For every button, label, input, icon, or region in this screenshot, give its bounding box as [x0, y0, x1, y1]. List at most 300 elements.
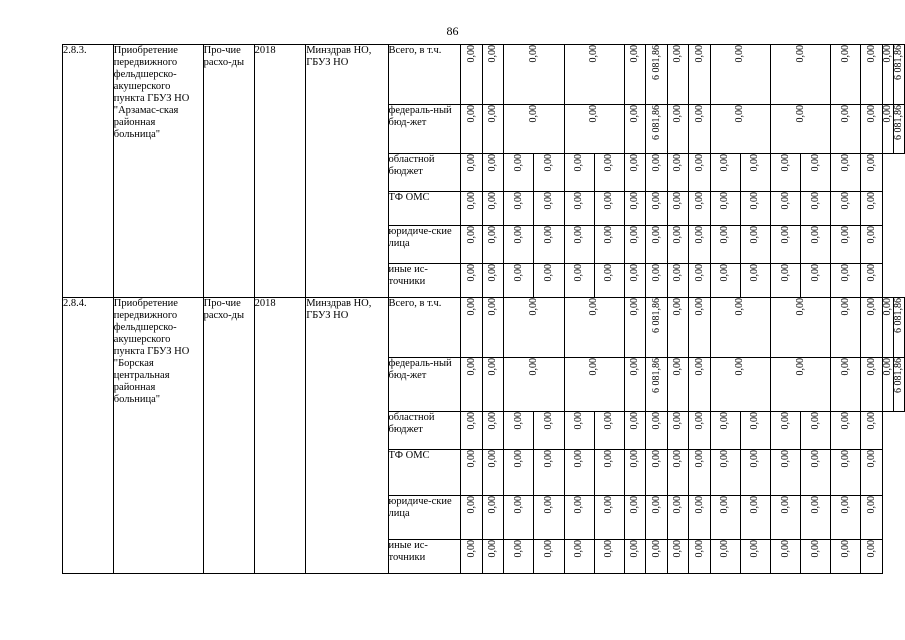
value-cell [710, 192, 740, 226]
value-text: 0,00 [512, 226, 524, 244]
value-text: 0,00 [779, 540, 791, 558]
value-text: 0,00 [839, 105, 851, 123]
expense-type: Про-чие расхо-ды [203, 298, 254, 574]
value-cell [646, 226, 668, 264]
value-cell [801, 496, 831, 540]
value-cell [710, 105, 770, 154]
value-cell [770, 450, 800, 496]
value-text: 0,00 [672, 298, 683, 316]
value-cell [861, 226, 883, 264]
value-text: 0,00 [527, 298, 539, 316]
value-cell [564, 154, 594, 192]
value-text: 0,00 [882, 45, 893, 63]
value-cell [646, 540, 668, 574]
value-text: 0,00 [629, 412, 640, 430]
value-cell [646, 450, 668, 496]
value-text: 0,00 [487, 496, 499, 514]
page-number: 86 [446, 24, 459, 38]
value-cell [624, 154, 646, 192]
value-text: 0,00 [865, 298, 877, 316]
value-cell [831, 412, 861, 450]
value-cell [624, 264, 646, 298]
value-cell [710, 45, 770, 105]
value-text: 0,00 [734, 105, 746, 123]
value-cell [564, 105, 624, 154]
value-cell [770, 412, 800, 450]
value-cell [534, 226, 564, 264]
value-text: 0,00 [839, 298, 851, 316]
value-cell [831, 298, 861, 358]
value-text: 0,00 [809, 154, 821, 172]
item-code: 2.8.3. [63, 45, 114, 298]
value-text: 0,00 [839, 450, 851, 468]
value-text: 0,00 [603, 226, 615, 244]
value-cell [667, 450, 689, 496]
value-cell [831, 226, 861, 264]
value-cell [667, 496, 689, 540]
value-text: 0,00 [650, 154, 662, 172]
value-text: 0,00 [573, 450, 585, 468]
value-text: 0,00 [629, 45, 640, 63]
value-text: 0,00 [573, 264, 585, 282]
value-cell [646, 192, 668, 226]
table-row [63, 45, 905, 105]
value-text: 0,00 [650, 226, 662, 244]
value-text: 0,00 [527, 358, 539, 376]
value-cell [504, 358, 564, 412]
value-text: 0,00 [882, 358, 893, 376]
value-text: 0,00 [542, 154, 554, 172]
value-cell [740, 450, 770, 496]
value-text: 0,00 [542, 226, 554, 244]
value-cell [624, 192, 646, 226]
funding-source-label: иные ис-точники [388, 264, 461, 298]
value-cell [624, 496, 646, 540]
value-text: 0,00 [487, 412, 499, 430]
funding-source-label: областной бюджет [388, 412, 461, 450]
value-cell [461, 154, 483, 192]
value-cell [482, 105, 504, 154]
value-text: 0,00 [603, 264, 615, 282]
value-text: 0,00 [527, 105, 539, 123]
value-text: 0,00 [512, 154, 524, 172]
value-cell [861, 358, 883, 412]
value-cell [689, 450, 711, 496]
value-text: 0,00 [650, 192, 662, 210]
value-cell [883, 105, 894, 154]
value-text: 0,00 [527, 45, 539, 63]
value-text: 0,00 [465, 450, 477, 468]
value-cell [770, 540, 800, 574]
value-cell [461, 496, 483, 540]
value-text: 0,00 [839, 154, 851, 172]
value-cell [534, 412, 564, 450]
value-cell [461, 45, 483, 105]
value-cell [624, 540, 646, 574]
value-text: 0,00 [603, 450, 615, 468]
value-cell [710, 412, 740, 450]
value-text: 0,00 [749, 264, 761, 282]
value-cell [504, 412, 534, 450]
value-cell [770, 226, 800, 264]
value-text: 0,00 [865, 192, 877, 210]
value-text: 0,00 [719, 154, 731, 172]
value-text: 0,00 [779, 226, 791, 244]
item-code: 2.8.4. [63, 298, 114, 574]
value-text: 0,00 [588, 358, 600, 376]
value-text: 0,00 [465, 496, 477, 514]
value-cell [482, 45, 504, 105]
value-text: 0,00 [749, 226, 761, 244]
value-cell [624, 298, 646, 358]
value-cell [534, 450, 564, 496]
value-text: 0,00 [542, 192, 554, 210]
value-cell [564, 450, 594, 496]
value-text: 0,00 [588, 45, 600, 63]
year: 2018 [254, 45, 306, 298]
value-cell [564, 298, 624, 358]
value-text: 0,00 [794, 45, 806, 63]
value-text: 0,00 [693, 192, 705, 210]
value-text: 0,00 [839, 496, 851, 514]
value-cell [534, 540, 564, 574]
value-text: 0,00 [512, 540, 524, 558]
value-text: 0,00 [465, 45, 477, 63]
value-text: 0,00 [465, 226, 477, 244]
expense-type: Про-чие расхо-ды [203, 45, 254, 298]
value-text: 0,00 [512, 264, 524, 282]
value-cell [831, 264, 861, 298]
value-cell [461, 192, 483, 226]
value-text: 0,00 [734, 298, 746, 316]
value-cell [861, 298, 883, 358]
value-text: 0,00 [487, 45, 499, 63]
value-cell [624, 358, 646, 412]
value-cell [594, 226, 624, 264]
value-cell [710, 154, 740, 192]
value-cell [624, 412, 646, 450]
value-cell [646, 358, 668, 412]
value-cell [461, 358, 483, 412]
funding-source-label: Всего, в т.ч. [388, 45, 461, 105]
value-cell [504, 105, 564, 154]
value-text: 0,00 [693, 358, 705, 376]
value-text: 0,00 [603, 540, 615, 558]
value-cell [740, 496, 770, 540]
value-cell [461, 226, 483, 264]
value-text: 6 081,86 [893, 358, 904, 393]
value-cell [801, 540, 831, 574]
value-text: 6 081,86 [893, 105, 904, 140]
value-cell [710, 298, 770, 358]
value-text: 0,00 [719, 496, 731, 514]
value-cell [770, 358, 830, 412]
value-text: 0,00 [573, 192, 585, 210]
value-text: 0,00 [588, 105, 600, 123]
value-text: 0,00 [779, 450, 791, 468]
value-cell [564, 412, 594, 450]
value-cell [482, 496, 504, 540]
value-text: 0,00 [512, 496, 524, 514]
value-cell [504, 540, 534, 574]
funding-source-label: областной бюджет [388, 154, 461, 192]
value-cell [770, 154, 800, 192]
funding-source-label: ТФ ОМС [388, 450, 461, 496]
value-cell [564, 264, 594, 298]
value-cell [801, 154, 831, 192]
value-text: 0,00 [629, 450, 640, 468]
value-text: 0,00 [865, 226, 877, 244]
value-text: 0,00 [487, 540, 499, 558]
value-text: 0,00 [542, 450, 554, 468]
item-name: Приобретение передвижного фельдшерско-акушерского пункта ГБУЗ НО "Борская центральная районная больница" [113, 298, 203, 574]
value-cell [883, 298, 894, 358]
value-text: 0,00 [809, 192, 821, 210]
value-cell [689, 540, 711, 574]
value-cell [710, 264, 740, 298]
value-text: 0,00 [693, 226, 705, 244]
value-text: 0,00 [693, 450, 705, 468]
value-cell [564, 45, 624, 105]
value-text: 0,00 [629, 154, 640, 172]
value-text: 0,00 [749, 412, 761, 430]
value-text: 0,00 [573, 226, 585, 244]
value-cell [594, 540, 624, 574]
value-text: 0,00 [465, 154, 477, 172]
value-text: 0,00 [809, 226, 821, 244]
value-text: 0,00 [839, 358, 851, 376]
value-text: 0,00 [719, 412, 731, 430]
value-text: 0,00 [749, 496, 761, 514]
item-name: Приобретение передвижного фельдшерско-акушерского пункта ГБУЗ НО "Арзамас-ская районная больница" [113, 45, 203, 298]
value-text: 0,00 [672, 358, 683, 376]
funding-source-label: юридиче-ские лица [388, 226, 461, 264]
value-cell [710, 358, 770, 412]
value-text: 0,00 [809, 450, 821, 468]
funding-source-label: иные ис-точники [388, 540, 461, 574]
value-text: 0,00 [779, 154, 791, 172]
value-text: 0,00 [839, 412, 851, 430]
value-cell [594, 450, 624, 496]
value-text: 0,00 [865, 358, 877, 376]
value-cell [689, 105, 711, 154]
value-text: 0,00 [650, 450, 662, 468]
value-text: 0,00 [542, 540, 554, 558]
value-cell [831, 105, 861, 154]
value-text: 0,00 [650, 540, 662, 558]
value-cell [689, 154, 711, 192]
value-text: 0,00 [734, 45, 746, 63]
value-text: 0,00 [603, 412, 615, 430]
value-text: 6 081,86 [650, 45, 662, 80]
value-text: 0,00 [693, 298, 705, 316]
value-cell [646, 496, 668, 540]
value-text: 0,00 [603, 154, 615, 172]
value-text: 0,00 [794, 105, 806, 123]
value-text: 0,00 [487, 226, 499, 244]
value-text: 0,00 [629, 496, 640, 514]
value-text: 0,00 [629, 226, 640, 244]
value-cell [461, 450, 483, 496]
value-text: 0,00 [672, 450, 683, 468]
value-cell [740, 154, 770, 192]
value-text: 0,00 [542, 412, 554, 430]
value-text: 0,00 [672, 105, 683, 123]
value-cell [831, 450, 861, 496]
value-text: 6 081,86 [893, 298, 904, 333]
value-text: 0,00 [865, 264, 877, 282]
value-cell [504, 264, 534, 298]
value-cell [667, 45, 689, 105]
value-cell [564, 192, 594, 226]
value-text: 0,00 [794, 358, 806, 376]
value-text: 6 081,86 [893, 45, 904, 80]
value-cell [667, 540, 689, 574]
value-text: 0,00 [629, 105, 640, 123]
value-cell [770, 192, 800, 226]
value-cell [801, 412, 831, 450]
value-text: 0,00 [693, 264, 705, 282]
value-text: 0,00 [672, 226, 683, 244]
value-cell [770, 264, 800, 298]
value-cell [883, 358, 894, 412]
value-cell [801, 192, 831, 226]
value-text: 0,00 [465, 105, 477, 123]
value-text: 0,00 [719, 192, 731, 210]
value-cell [667, 298, 689, 358]
value-text: 0,00 [650, 412, 662, 430]
value-cell [710, 496, 740, 540]
value-cell [861, 496, 883, 540]
value-cell [861, 264, 883, 298]
value-text: 0,00 [603, 496, 615, 514]
value-cell [534, 192, 564, 226]
value-text: 0,00 [839, 226, 851, 244]
value-text: 0,00 [573, 496, 585, 514]
value-text: 0,00 [865, 412, 877, 430]
value-cell [534, 264, 564, 298]
value-cell [689, 192, 711, 226]
value-cell [740, 226, 770, 264]
value-cell [667, 412, 689, 450]
value-text: 0,00 [650, 496, 662, 514]
value-text: 0,00 [465, 358, 477, 376]
value-cell [646, 105, 668, 154]
value-text: 0,00 [512, 450, 524, 468]
value-text: 0,00 [465, 192, 477, 210]
value-cell [689, 298, 711, 358]
value-cell [710, 226, 740, 264]
value-cell [801, 450, 831, 496]
value-cell [831, 192, 861, 226]
value-cell [564, 358, 624, 412]
value-cell [461, 298, 483, 358]
value-text: 0,00 [693, 496, 705, 514]
value-text: 0,00 [672, 264, 683, 282]
value-text: 0,00 [839, 264, 851, 282]
value-text: 0,00 [809, 540, 821, 558]
value-text: 0,00 [865, 154, 877, 172]
value-cell [689, 496, 711, 540]
value-text: 0,00 [573, 540, 585, 558]
funding-source-label: Всего, в т.ч. [388, 298, 461, 358]
value-cell [534, 496, 564, 540]
value-text: 0,00 [603, 192, 615, 210]
value-text: 0,00 [465, 412, 477, 430]
value-cell [740, 192, 770, 226]
value-cell [461, 540, 483, 574]
value-cell [594, 154, 624, 192]
value-text: 0,00 [779, 264, 791, 282]
value-cell [894, 105, 905, 154]
value-cell [504, 226, 534, 264]
value-text: 0,00 [719, 540, 731, 558]
value-text: 0,00 [865, 105, 877, 123]
funding-source-label: федераль-ный бюд-жет [388, 105, 461, 154]
value-text: 0,00 [512, 412, 524, 430]
value-cell [564, 226, 594, 264]
value-text: 0,00 [672, 192, 683, 210]
value-cell [564, 540, 594, 574]
value-text: 0,00 [693, 540, 705, 558]
value-cell [831, 358, 861, 412]
value-cell [624, 45, 646, 105]
value-cell [894, 45, 905, 105]
value-text: 0,00 [865, 540, 877, 558]
value-cell [861, 105, 883, 154]
value-text: 0,00 [809, 412, 821, 430]
value-cell [646, 298, 668, 358]
value-text: 0,00 [650, 264, 662, 282]
year: 2018 [254, 298, 306, 574]
value-cell [667, 105, 689, 154]
value-cell [770, 496, 800, 540]
value-cell [740, 412, 770, 450]
value-text: 0,00 [672, 540, 683, 558]
value-text: 0,00 [465, 540, 477, 558]
value-cell [831, 45, 861, 105]
value-text: 0,00 [839, 45, 851, 63]
value-cell [482, 412, 504, 450]
value-text: 0,00 [573, 154, 585, 172]
value-text: 0,00 [749, 192, 761, 210]
value-cell [667, 358, 689, 412]
value-cell [883, 45, 894, 105]
value-cell [646, 154, 668, 192]
value-text: 0,00 [465, 264, 477, 282]
value-text: 0,00 [672, 496, 683, 514]
value-text: 0,00 [542, 496, 554, 514]
value-text: 0,00 [487, 450, 499, 468]
value-text: 0,00 [588, 298, 600, 316]
value-cell [710, 450, 740, 496]
value-cell [482, 540, 504, 574]
value-cell [710, 540, 740, 574]
value-cell [482, 298, 504, 358]
value-text: 0,00 [487, 358, 499, 376]
value-cell [482, 154, 504, 192]
value-text: 0,00 [749, 450, 761, 468]
value-text: 0,00 [719, 264, 731, 282]
executor: Минздрав НО, ГБУЗ НО [306, 298, 388, 574]
value-cell [594, 412, 624, 450]
value-text: 0,00 [672, 45, 683, 63]
value-text: 0,00 [487, 264, 499, 282]
value-text: 0,00 [629, 192, 640, 210]
value-text: 0,00 [629, 298, 640, 316]
value-cell [861, 412, 883, 450]
value-cell [504, 496, 534, 540]
